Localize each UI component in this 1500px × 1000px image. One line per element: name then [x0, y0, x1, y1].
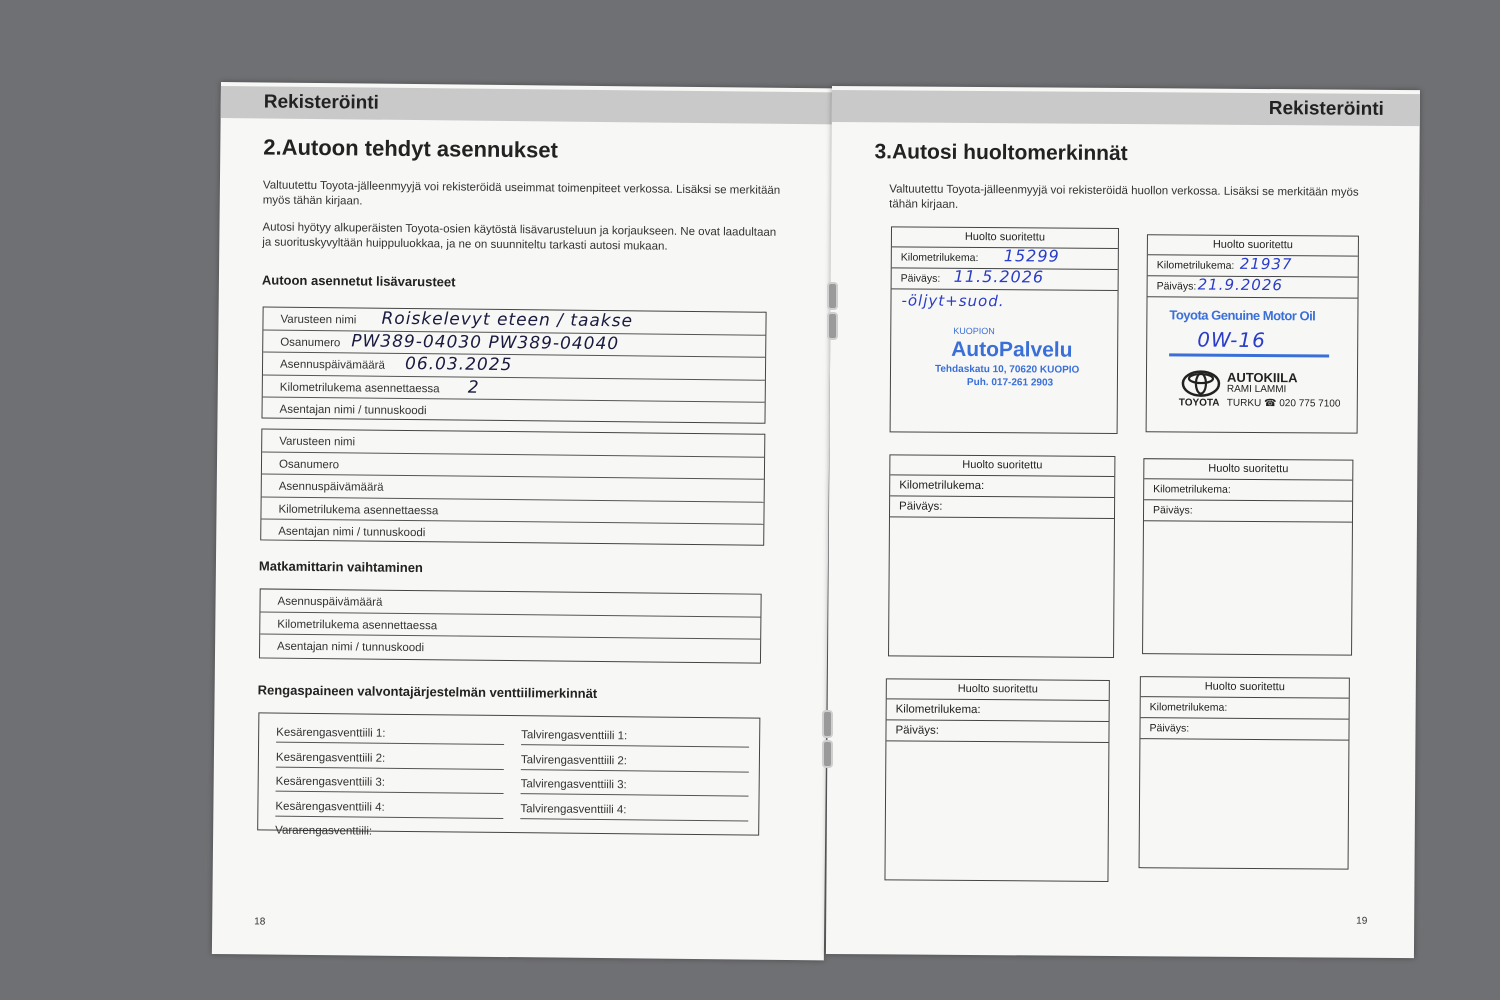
- field-winter-valve-4[interactable]: Talvirengasventtiili 4:: [520, 796, 748, 821]
- tpms-form: [257, 712, 760, 838]
- page-title: 3.Autosi huoltomerkinnät: [874, 140, 1128, 166]
- field-odometer-installer[interactable]: Asentajan nimi / tunnuskoodi: [277, 640, 425, 655]
- handwritten-service-km: 21937: [1239, 254, 1293, 274]
- service-box-5: [884, 678, 1109, 882]
- winter-valves-column: [520, 722, 749, 822]
- left-page: [212, 82, 833, 960]
- staple: [822, 710, 833, 738]
- oil-stamp: Toyota Genuine Motor Oil 0W-16: [1148, 297, 1358, 298]
- field-odometer-date[interactable]: Asennuspäivämäärä: [260, 589, 760, 617]
- field-accessory-name[interactable]: Varusteen nimi Roiskelevyt eteen / taakse: [263, 307, 765, 335]
- field-accessory-name[interactable]: Varusteen nimi: [262, 429, 764, 457]
- field-summer-valve-4[interactable]: Kesärengasventtiili 4:: [275, 793, 503, 818]
- field-installer-name[interactable]: Asentajan nimi / tunnuskoodi: [279, 403, 427, 418]
- field-winter-valve-3[interactable]: Talvirengasventtiili 3:: [521, 771, 749, 796]
- field-part-number[interactable]: Osanumero: [262, 452, 764, 480]
- handwritten-service-note: -öljyt+suod.: [901, 291, 1005, 311]
- service-box-6: [1139, 676, 1350, 869]
- field-service-km[interactable]: Kilometrilukema: 21937: [1148, 255, 1358, 277]
- field-summer-valve-3[interactable]: Kesärengasventtiili 3:: [276, 769, 504, 794]
- service-box-4: [1142, 458, 1353, 655]
- page-header: Rekisteröinti: [263, 91, 379, 114]
- page-number: 18: [254, 916, 266, 928]
- page-header: Rekisteröinti: [1268, 98, 1384, 120]
- header-bar: [221, 86, 833, 124]
- oil-stamp-underline: [1169, 353, 1329, 357]
- section-odometer-title: Matkamittarin vaihtaminen: [258, 558, 424, 576]
- handwritten-install-km: 2: [467, 377, 480, 398]
- field-summer-valve-2[interactable]: Kesärengasventtiili 2:: [276, 744, 504, 769]
- page-title: 2.Autoon tehdyt asennukset: [263, 134, 559, 163]
- field-service-date[interactable]: Päiväys: 21.9.2026: [1148, 276, 1358, 298]
- field-summer-valve-1[interactable]: Kesärengasventtiili 1:: [276, 720, 504, 745]
- page-number: 19: [1356, 915, 1368, 927]
- dealer-stamp-autokiila: AUTOKIILA RAMI LAMMI TOYOTA TURKU ☎ 020 775 7100: [1178, 369, 1341, 410]
- intro-text-1: Valtuutettu Toyota-jälleenmyyjä voi rekisteröidä useimmat toimenpiteet verkossa. Lisäksi se merkitään myös tähän kirjaan.: [262, 179, 781, 208]
- handwritten-service-km: 15299: [1003, 246, 1060, 266]
- intro-text-2: Autosi hyötyy alkuperäisten Toyota-osien käytöstä lisävarusteluun ja korjaukseen. Ne ovat laadultaan ja suorituskyvyltään huippuluokkaa, ja ne on suunniteltu tarkasti autosi mukaan.: [262, 221, 777, 253]
- handwritten-service-date: 11.5.2026: [953, 266, 1045, 287]
- field-winter-valve-1[interactable]: Talvirengasventtiili 1:: [521, 722, 749, 747]
- handwritten-part-number: PW389-04030 PW389-04040: [351, 330, 620, 354]
- handwritten-accessory-name: Roiskelevyt eteen / taakse: [381, 308, 634, 332]
- field-service-km[interactable]: Kilometrilukema:: [1144, 479, 1352, 501]
- section-accessories-title: Autoon asennetut lisävarusteet: [261, 272, 456, 290]
- toyota-logo-icon: [1181, 369, 1221, 397]
- staple: [822, 740, 833, 768]
- field-install-km[interactable]: Kilometrilukema asennettaessa: [261, 497, 763, 525]
- field-service-date[interactable]: Päiväys:: [1140, 718, 1348, 740]
- service-head: Huolto suoritettu: [1144, 459, 1352, 480]
- service-head: Huolto suoritettu: [887, 679, 1109, 701]
- field-odometer-km[interactable]: Kilometrilukema asennettaessa: [260, 612, 760, 640]
- field-install-km[interactable]: Kilometrilukema asennettaessa 2: [263, 375, 765, 403]
- field-installer-name[interactable]: Asentajan nimi / tunnuskoodi: [278, 525, 426, 540]
- dealer-stamp-autopalvelu: KUOPION AutoPalvelu Tehdaskatu 10, 70620 KUOPIO Puh. 017-261 2903: [934, 325, 1080, 389]
- accessory-form-2: [260, 428, 765, 545]
- service-box-2: [1146, 234, 1359, 433]
- handwritten-install-date: 06.03.2025: [404, 353, 513, 376]
- field-install-date[interactable]: Asennuspäivämäärä 06.03.2025: [263, 352, 765, 380]
- service-box-3: [888, 454, 1115, 658]
- section-tpms-title: Rengaspaineen valvontajärjestelmän venttiilimerkinnät: [257, 682, 598, 701]
- service-head: Huolto suoritettu: [890, 455, 1114, 477]
- service-head: Huolto suoritettu: [1148, 235, 1358, 256]
- field-service-date[interactable]: Päiväys:: [886, 720, 1108, 743]
- staple: [827, 312, 838, 340]
- handwritten-service-date: 21.9.2026: [1197, 275, 1284, 295]
- field-winter-valve-2[interactable]: Talvirengasventtiili 2:: [521, 747, 749, 772]
- service-box-1: [890, 226, 1119, 434]
- field-service-date[interactable]: Päiväys:: [1144, 500, 1352, 522]
- right-page: [826, 86, 1420, 958]
- intro-text: Valtuutettu Toyota-jälleenmyyjä voi rekisteröidä huollon verkossa. Lisäksi se merkitään myös tähän kirjaan.: [889, 183, 1359, 211]
- field-service-km[interactable]: Kilometrilukema:: [1141, 697, 1349, 719]
- odometer-form: [259, 588, 762, 663]
- field-service-km[interactable]: Kilometrilukema:: [887, 699, 1109, 722]
- field-service-date[interactable]: Päiväys: 11.5.2026: [892, 268, 1118, 291]
- accessory-form-1: [261, 306, 766, 423]
- field-install-date[interactable]: Asennuspäivämäärä: [262, 474, 764, 502]
- field-spare-valve[interactable]: Vararengasventtiili:: [275, 824, 373, 838]
- service-head: Huolto suoritettu: [1141, 677, 1349, 698]
- field-part-number[interactable]: Osanumero PW389-04030 PW389-04040: [263, 330, 765, 358]
- staple: [827, 282, 838, 310]
- handwritten-oil-grade: 0W-16: [1197, 327, 1266, 353]
- service-head: Huolto suoritettu: [892, 227, 1118, 249]
- field-service-date[interactable]: Päiväys:: [890, 496, 1114, 519]
- header-bar: [832, 90, 1420, 126]
- summer-valves-column: [275, 720, 504, 844]
- field-service-km[interactable]: Kilometrilukema: 15299: [892, 247, 1118, 270]
- field-service-km[interactable]: Kilometrilukema:: [890, 475, 1114, 498]
